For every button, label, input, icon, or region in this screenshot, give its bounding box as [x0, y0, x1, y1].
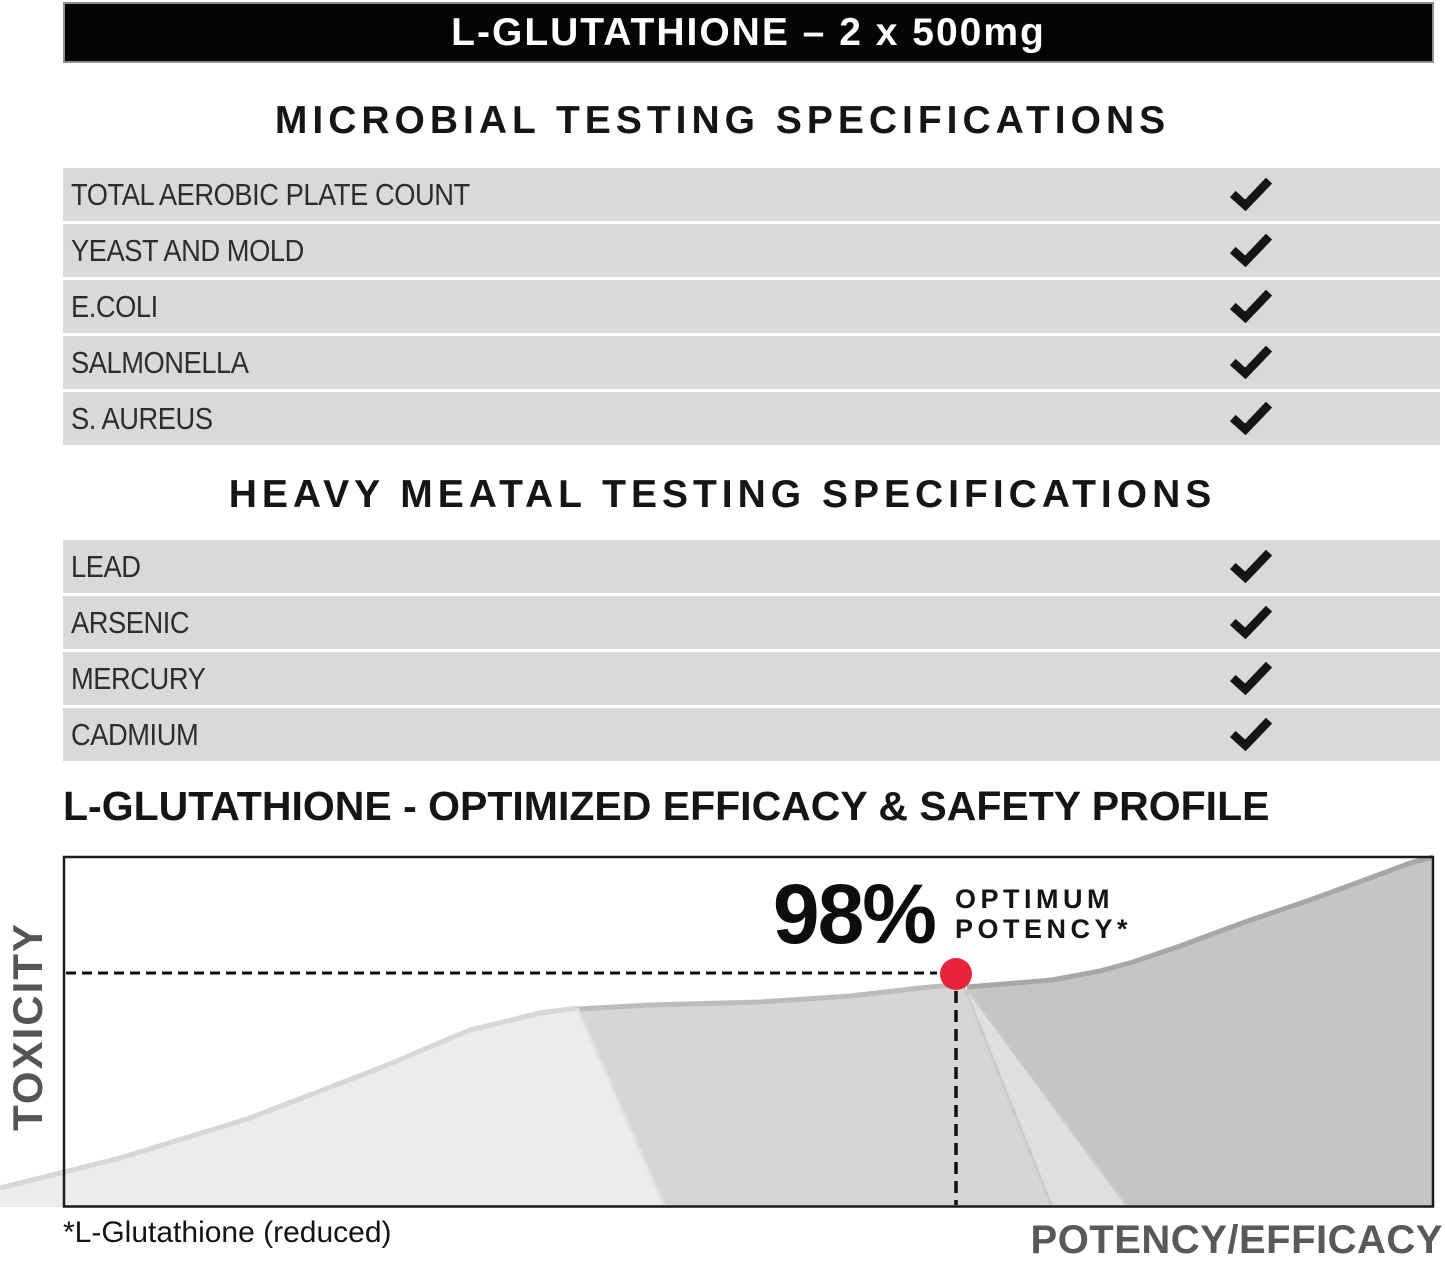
row-label: MERCURY	[71, 660, 206, 696]
table-row	[63, 708, 1440, 761]
table-row	[63, 224, 1440, 277]
annotation-value: 98%	[772, 867, 935, 961]
checkmark-icon	[1230, 178, 1272, 212]
section-heading-heavy-metal: HEAVY MEATAL TESTING SPECIFICATIONS	[228, 473, 1217, 516]
checkmark-icon	[1230, 550, 1272, 584]
annotation-label-line2: POTENCY*	[955, 914, 1133, 944]
table-row	[63, 596, 1440, 649]
table-row	[63, 652, 1440, 705]
checkmark-icon	[1230, 662, 1272, 696]
annotation-label-line1: OPTIMUM	[955, 884, 1114, 914]
checkmark-icon	[1230, 606, 1272, 640]
table-row	[63, 336, 1440, 389]
row-label: ARSENIC	[71, 604, 190, 640]
table-row	[63, 392, 1440, 445]
checkmark-icon	[1230, 346, 1272, 380]
row-label: LEAD	[71, 548, 141, 584]
area-layer-light	[0, 1008, 665, 1207]
table-row	[63, 168, 1440, 221]
row-label: TOTAL AEROBIC PLATE COUNT	[71, 176, 470, 212]
checkmark-icon	[1230, 290, 1272, 324]
row-label: S. AUREUS	[71, 400, 213, 436]
annotation-label	[955, 884, 1132, 944]
section-heading-microbial: MICROBIAL TESTING SPECIFICATIONS	[274, 99, 1171, 142]
optimum-point-marker	[940, 958, 972, 990]
checkmark-icon	[1230, 718, 1272, 752]
checkmark-icon	[1230, 234, 1272, 268]
row-label: E.COLI	[71, 288, 158, 324]
row-label: YEAST AND MOLD	[71, 232, 304, 268]
checkmark-icon	[1230, 402, 1272, 436]
table-row	[63, 540, 1440, 593]
row-label: CADMIUM	[71, 716, 199, 752]
header-bar	[63, 2, 1434, 63]
chart-footnote: *L-Glutathione (reduced)	[63, 1216, 392, 1249]
row-label: SALMONELLA	[71, 344, 249, 380]
toxicity-axis-label: TOXICITY	[4, 922, 51, 1131]
header-title: L-GLUTATHIONE – 2 x 500mg	[451, 10, 1046, 54]
table-row	[63, 280, 1440, 333]
potency-axis-label: POTENCY/EFFICACY	[1030, 1218, 1443, 1261]
chart-title: L-GLUTATHIONE - OPTIMIZED EFFICACY & SAFETY PROFILE	[63, 783, 1270, 829]
